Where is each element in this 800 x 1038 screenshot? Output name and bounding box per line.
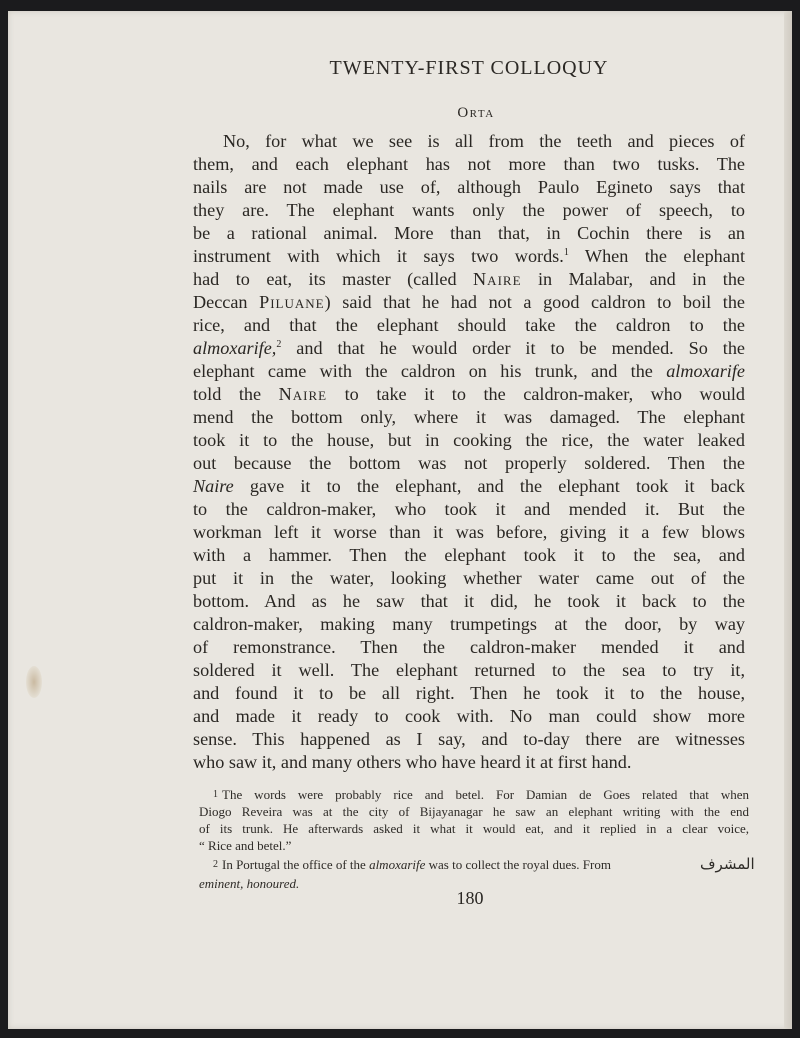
text-line: of remonstrance. Then the caldron-maker mended it and	[193, 637, 745, 657]
page-stain	[26, 666, 42, 698]
text-segment: and that he would order it to be mended. So the	[281, 338, 745, 358]
text-line: rice, and that the elephant should take the caldron to the	[193, 315, 745, 335]
small-caps-term: Piluane	[259, 292, 325, 312]
text-segment: told the	[193, 384, 279, 404]
text-segment: gave it to the elephant, and the elephant took it back	[233, 476, 745, 496]
footnote-ref: 2	[276, 339, 282, 350]
italic-term: Naire	[193, 476, 234, 496]
text-line: they are. The elephant wants only the power of speech, to	[193, 200, 745, 220]
text-segment: instrument with which it says two words.	[193, 246, 564, 266]
running-header: TWENTY-FIRST COLLOQUY	[329, 57, 609, 79]
text-line	[193, 360, 745, 383]
footnote-number: 2	[213, 859, 218, 870]
text-segment: ) said that he had not a good caldron to boil the	[324, 292, 745, 312]
text-line: bottom. And as he saw that it did, he took it back to the	[193, 591, 745, 611]
text-line: nails are not made use of, although Paulo Egineto says that	[193, 177, 745, 197]
italic-term: eminent, honoured.	[199, 876, 300, 891]
footnote-text: was to collect the royal dues. From	[425, 857, 611, 872]
text-line: who saw it, and many others who have heard it at first hand.	[193, 752, 632, 772]
text-line: took it to the house, but in cooking the rice, the water leaked	[193, 430, 745, 450]
text-line: No, for what we see is all from the teeth and pieces of	[223, 131, 745, 151]
footnote-line: Diogo Reveira was at the city of Bijayanagar he saw an elephant writing with the end	[199, 804, 749, 819]
text-line	[193, 291, 745, 314]
text-line	[193, 337, 745, 360]
text-line	[193, 268, 745, 291]
text-segment: in Malabar, and in the	[521, 269, 745, 289]
text-segment: to take it to the caldron-maker, who would	[327, 384, 745, 404]
text-line	[193, 475, 745, 498]
footnote-line	[213, 786, 749, 803]
footnote-line: of its trunk. He afterwards asked it what it would eat, and it replied in a clear voice,	[199, 821, 749, 836]
text-line: them, and each elephant has not more than two tusks. The	[193, 154, 745, 174]
text-line: caldron-maker, making many trumpetings at the door, by way	[193, 614, 745, 634]
footnote-line: “ Rice and betel.”	[199, 838, 292, 853]
page-edge	[784, 11, 792, 1029]
text-line: sense. This happened as I say, and to-day there are witnesses	[193, 729, 745, 749]
text-segment: When the elephant	[568, 246, 745, 266]
text-line: soldered it well. The elephant returned to the sea to try it,	[193, 660, 745, 680]
text-line	[193, 245, 745, 268]
text-segment: elephant came with the caldron on his trunk, and the	[193, 361, 667, 381]
arabic-word: المشرف	[700, 855, 755, 873]
italic-term: almoxarife	[369, 857, 426, 872]
text-line: out because the bottom was not properly soldered. Then the	[193, 453, 745, 473]
text-line: mend the bottom only, where it was damaged. The elephant	[193, 407, 745, 427]
footnote-text: In Portugal the office of the	[222, 857, 370, 872]
text-line: workman left it worse than it was before, giving it a few blows	[193, 522, 745, 542]
small-caps-term: Naire	[278, 384, 328, 404]
footnote-ref: 1	[563, 247, 569, 258]
text-line: and found it to be all right. Then he took it to the house,	[193, 683, 745, 703]
footnote-line	[213, 856, 693, 873]
text-line: to the caldron-maker, who took it and mended it. But the	[193, 499, 745, 519]
page-number: 180	[456, 888, 484, 908]
footnote-text: The words were probably rice and betel. For Damian de Goes related that when	[222, 787, 749, 802]
italic-term: almoxarife,	[193, 338, 277, 358]
speaker-name: Orta	[457, 105, 495, 121]
small-caps-term: Naire	[473, 269, 522, 289]
text-line: and made it ready to cook with. No man could show more	[193, 706, 745, 726]
text-line: put it in the water, looking whether water came out of the	[193, 568, 745, 588]
text-segment: had to eat, its master (called	[193, 269, 474, 289]
footnote-number: 1	[213, 789, 218, 800]
text-line: with a hammer. Then the elephant took it to the sea, and	[193, 545, 745, 565]
text-line	[193, 383, 745, 406]
text-segment: Deccan	[193, 292, 260, 312]
italic-term: almoxarife	[666, 361, 745, 381]
text-line: be a rational animal. More than that, in Cochin there is an	[193, 223, 745, 243]
